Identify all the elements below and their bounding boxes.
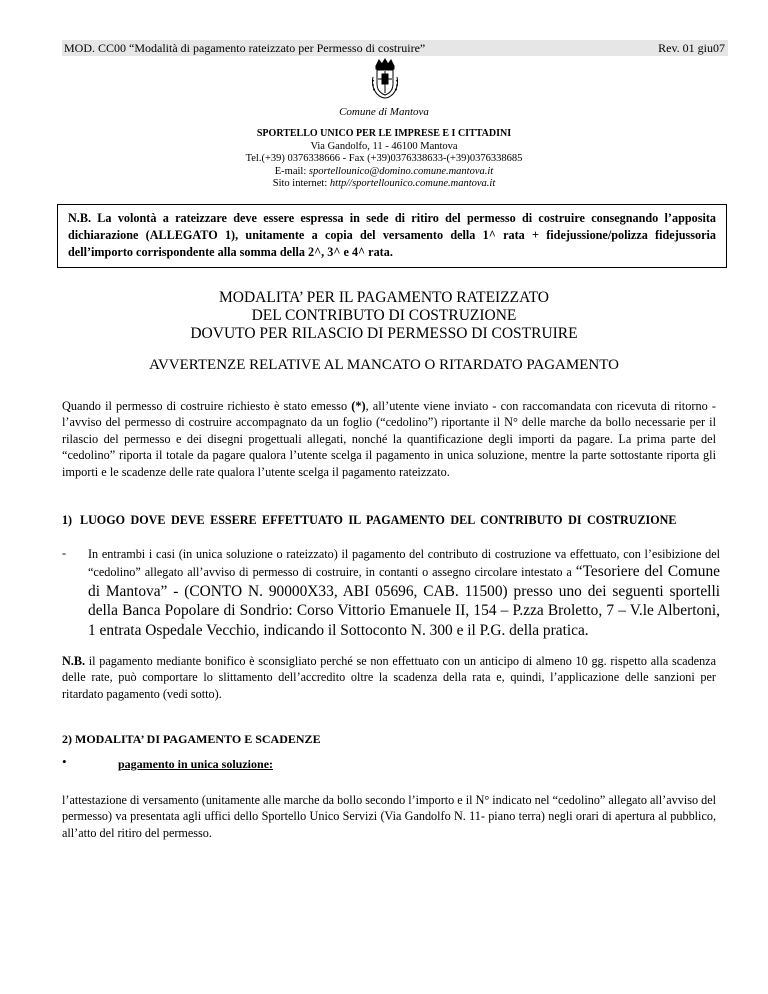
header-form-title: MOD. CC00 “Modalità di pagamento rateizzato per Permesso di costruire”: [64, 41, 426, 55]
title-line-3: DOVUTO PER RILASCIO DI PERMESSO DI COSTRUIRE: [190, 325, 578, 342]
nb-bonifico-note: [62, 653, 716, 702]
nb-notice-box: N.B. La volontà a rateizzare deve essere espressa in sede di ritiro del permesso di costruire consegnando l’apposita dichiarazione (ALLEGATO 1), unitamente a copia del versamento della 1^ rata + fidejussione/polizza fidejussoria dell’importo corrispondente alla somma della 2^, 3^ e 4^ rata.: [57, 204, 727, 268]
section-2-paragraph: l’attestazione di versamento (unitamente alle marche da bollo secondo l’importo e il N° indicato nel “cedolino” allegato all’avviso del permesso) va presentata agli uffici dello Sportello Unico Servizi (Via Gandolfo N. 11- piano terra) negli orari di apertura al pubblico, all’atto del ritiro del permesso.: [62, 793, 716, 840]
document-title: [0, 289, 768, 343]
title-line-1: MODALITA’ PER IL PAGAMENTO RATEIZZATO: [219, 289, 549, 306]
header-revision: Rev. 01 giu07: [658, 41, 725, 55]
office-title: SPORTELLO UNICO PER LE IMPRESE E I CITTADINI: [256, 128, 512, 139]
page-header: [62, 40, 728, 56]
document-subtitle: AVVERTENZE RELATIVE AL MANCATO O RITARDATO PAGAMENTO: [149, 357, 619, 373]
office-email[interactable]: sportellounico@domino.comune.mantova.it: [308, 165, 494, 177]
section-1-text-small: In entrambi i casi (in unica soluzione o rateizzato) il pagamento del contributo di costruzione va effettuato, con l’esibizione del “cedolino” allegato all’avviso di permesso di costruire, in contanti o assegno circolare intestato a: [88, 547, 720, 580]
office-site-line: [0, 178, 768, 191]
title-line-2: DEL CONTRIBUTO DI COSTRUZIONE: [251, 307, 517, 324]
office-contact-block: [0, 128, 768, 191]
logo-caption: Comune di Mantova: [339, 106, 429, 118]
section-1-number: 1): [62, 513, 73, 527]
nb2-label: N.B.: [62, 654, 86, 668]
mantova-crest-icon: [370, 57, 400, 101]
intro-asterisk: (*): [351, 399, 366, 413]
section-2-bullet-label: pagamento in unica soluzione:: [118, 757, 274, 771]
intro-text-1: Quando il permesso di costruire richiesto è stato emesso: [62, 399, 352, 413]
office-email-label: E-mail:: [274, 165, 309, 177]
section-1-text: [88, 546, 720, 640]
intro-paragraph: [62, 398, 716, 480]
bullet-dot: •: [62, 754, 67, 769]
section-1-text-large: “Tesoriere del Comune di Mantova” - (CONTO N. 90000X33, ABI 05696, CAB. 11500) presso uno dei seguenti sportelli della Banca Popolare di Sondrio: Corso Vittorio Emanuele II, 154 – P.zza Broletto, 7 – V.le Albertoni, 1 entrata Ospedale Vecchio, indicando il Sottoconto N. 300 e il P.G. della pratica.: [88, 563, 720, 639]
office-phone: Tel.(+39) 0376338666 - Fax (+39)0376338633-(+39)0376338685: [245, 153, 523, 165]
intro-text-2: , all’utente viene inviato - con raccomandata con ricevuta di ritorno - l’avviso del permesso di costruire accompagnato da un foglio (“cedolino”) riportante il N° delle marche da bollo necessarie per il rilascio del permesso e dei disegni progettuali allegati, nonché la quantificazione degli importi da pagare. La prima parte del “cedolino” riporta il totale da pagare qualora l’utente scelga il pagamento in unica soluzione, mentre la parte sottostante riporta gli importi e le scadenze delle rate qualora l’utente scelga il pagamento rateizzato.: [62, 399, 716, 479]
office-site-label: Sito internet:: [272, 178, 330, 190]
office-email-line: [0, 166, 768, 179]
office-address: Via Gandolfo, 11 - 46100 Mantova: [310, 140, 458, 152]
section-1-title: LUOGO DOVE DEVE ESSERE EFFETTUATO IL PAGAMENTO DEL CONTRIBUTO DI COSTRUZIONE: [80, 513, 677, 527]
section-2-heading: 2) MODALITA’ DI PAGAMENTO E SCADENZE: [62, 732, 321, 746]
office-site[interactable]: http//sportellounico.comune.mantova.it: [329, 178, 496, 190]
dash-bullet: -: [62, 546, 67, 560]
nb2-text: il pagamento mediante bonifico è sconsigliato perché se non effettuato con un anticipo di almeno 10 gg. rispetto alla scadenza delle rate, può comportare lo slittamento dell’accredito oltre la scadenza della rata e, quindi, l’applicazione delle sanzioni per ritardato pagamento (vedi sotto).: [62, 654, 716, 701]
